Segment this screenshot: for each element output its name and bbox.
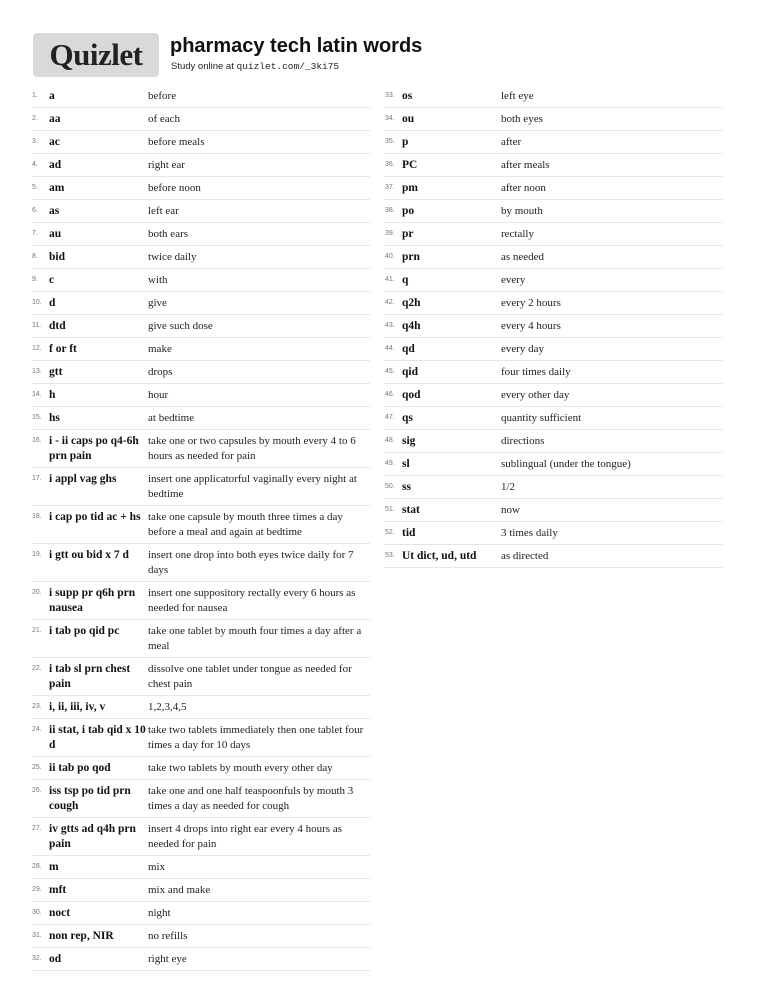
term-number: 49. bbox=[385, 460, 395, 467]
term-number: 4. bbox=[32, 161, 38, 168]
term-definition: quantity sufficient bbox=[501, 412, 582, 424]
term-row bbox=[385, 453, 723, 476]
term-definition: before bbox=[148, 90, 177, 102]
term-word: h bbox=[49, 389, 56, 401]
term-definition: 1,2,3,4,5 bbox=[148, 701, 187, 713]
term-row bbox=[32, 384, 370, 407]
term-row bbox=[385, 499, 723, 522]
term-number: 1. bbox=[32, 92, 38, 99]
term-word: i, ii, iii, iv, v bbox=[49, 701, 106, 713]
term-row bbox=[32, 719, 370, 757]
term-row bbox=[32, 544, 370, 582]
term-row bbox=[385, 430, 723, 453]
term-number: 8. bbox=[32, 253, 38, 260]
term-row bbox=[32, 506, 370, 544]
term-definition: every 2 hours bbox=[501, 297, 561, 309]
term-row bbox=[32, 361, 370, 384]
term-word: ii stat, i tab qid x 10 d bbox=[49, 724, 146, 751]
term-definition: mix bbox=[148, 861, 166, 873]
term-definition: give such dose bbox=[148, 320, 213, 332]
term-word: gtt bbox=[49, 366, 63, 378]
term-number: 30. bbox=[32, 909, 42, 916]
term-definition: take one and one half teaspoonfuls by mouth 3 times a day as needed for cough bbox=[148, 785, 354, 812]
term-word: iv gtts ad q4h prn pain bbox=[49, 823, 136, 850]
term-number: 23. bbox=[32, 703, 42, 710]
term-word: m bbox=[49, 861, 59, 873]
term-definition: make bbox=[148, 343, 172, 355]
term-row bbox=[385, 384, 723, 407]
term-word: os bbox=[402, 90, 413, 102]
term-number: 26. bbox=[32, 787, 42, 794]
term-row bbox=[32, 223, 370, 246]
study-online-text: Study online at bbox=[171, 61, 234, 72]
term-word: hs bbox=[49, 412, 60, 424]
term-definition: with bbox=[148, 274, 168, 286]
term-definition: every day bbox=[501, 343, 545, 355]
term-definition: 3 times daily bbox=[501, 527, 558, 539]
term-definition: dissolve one tablet under tongue as needed for chest pain bbox=[148, 663, 352, 690]
term-number: 34. bbox=[385, 115, 395, 122]
term-word: i - ii caps po q4-6h prn pain bbox=[49, 435, 139, 462]
term-row bbox=[32, 582, 370, 620]
term-row bbox=[385, 246, 723, 269]
term-definition: now bbox=[501, 504, 520, 516]
term-definition: take two tablets immediately then one tablet four times a day for 10 days bbox=[148, 724, 364, 751]
term-row bbox=[385, 476, 723, 499]
term-row bbox=[32, 948, 370, 971]
term-definition: of each bbox=[148, 113, 181, 125]
term-word: stat bbox=[402, 504, 420, 516]
term-row bbox=[32, 902, 370, 925]
term-word: non rep, NIR bbox=[49, 930, 114, 942]
term-number: 27. bbox=[32, 825, 42, 832]
term-definition: right ear bbox=[148, 159, 185, 171]
term-row bbox=[385, 177, 723, 200]
term-number: 52. bbox=[385, 529, 395, 536]
term-definition: take one or two capsules by mouth every 4 to 6 hours as needed for pain bbox=[148, 435, 356, 462]
term-number: 2. bbox=[32, 115, 38, 122]
term-word: i gtt ou bid x 7 d bbox=[49, 549, 129, 561]
term-row bbox=[32, 696, 370, 719]
term-row bbox=[385, 361, 723, 384]
term-row bbox=[32, 85, 370, 108]
term-number: 9. bbox=[32, 276, 38, 283]
term-number: 10. bbox=[32, 299, 42, 306]
term-word: d bbox=[49, 297, 56, 309]
term-word: q4h bbox=[402, 320, 421, 332]
term-definition: left eye bbox=[501, 90, 534, 102]
term-row bbox=[385, 338, 723, 361]
term-word: noct bbox=[49, 907, 71, 919]
term-definition: take two tablets by mouth every other day bbox=[148, 762, 333, 774]
term-row bbox=[32, 407, 370, 430]
term-row bbox=[385, 223, 723, 246]
term-definition: insert one applicatorful vaginally every night at bedtime bbox=[148, 473, 357, 500]
term-number: 14. bbox=[32, 391, 42, 398]
term-definition: hour bbox=[148, 389, 169, 401]
term-number: 50. bbox=[385, 483, 395, 490]
term-definition: take one capsule by mouth three times a day before a meal and again at bedtime bbox=[148, 511, 343, 538]
term-definition: insert one drop into both eyes twice daily for 7 days bbox=[148, 549, 354, 576]
term-word: i supp pr q6h prn nausea bbox=[49, 587, 136, 614]
term-number: 17. bbox=[32, 475, 42, 482]
term-word: PC bbox=[402, 159, 418, 171]
term-word: a bbox=[49, 90, 55, 102]
term-number: 13. bbox=[32, 368, 42, 375]
term-word: c bbox=[49, 274, 55, 286]
term-word: qs bbox=[402, 412, 413, 424]
term-row bbox=[385, 315, 723, 338]
term-number: 47. bbox=[385, 414, 395, 421]
term-row bbox=[32, 620, 370, 658]
page-header bbox=[33, 33, 733, 77]
term-number: 15. bbox=[32, 414, 42, 421]
term-word: i cap po tid ac + hs bbox=[49, 511, 141, 523]
quizlet-logo[interactable]: Quizlet bbox=[33, 33, 159, 77]
term-word: ii tab po qod bbox=[49, 762, 111, 774]
study-url-link[interactable]: quizlet.com/_3ki75 bbox=[236, 61, 340, 72]
term-row bbox=[32, 879, 370, 902]
term-word: tid bbox=[402, 527, 416, 539]
term-number: 18. bbox=[32, 513, 42, 520]
term-number: 24. bbox=[32, 726, 42, 733]
term-number: 22. bbox=[32, 665, 42, 672]
page-title: pharmacy tech latin words bbox=[170, 35, 423, 57]
term-definition: before meals bbox=[148, 136, 205, 148]
term-definition: insert 4 drops into right ear every 4 hours as needed for pain bbox=[148, 823, 342, 850]
term-word: mft bbox=[49, 884, 67, 896]
term-number: 36. bbox=[385, 161, 395, 168]
term-row bbox=[32, 925, 370, 948]
term-word: qd bbox=[402, 343, 415, 355]
term-definition: drops bbox=[148, 366, 173, 378]
term-definition: four times daily bbox=[501, 366, 571, 378]
term-word: qod bbox=[402, 389, 421, 401]
term-row bbox=[32, 269, 370, 292]
term-definition: as needed bbox=[501, 251, 545, 263]
term-word: as bbox=[49, 205, 60, 217]
term-number: 29. bbox=[32, 886, 42, 893]
term-row bbox=[385, 292, 723, 315]
term-word: au bbox=[49, 228, 62, 240]
term-definition: take one tablet by mouth four times a day after a meal bbox=[148, 625, 362, 652]
term-number: 16. bbox=[32, 437, 42, 444]
term-word: ad bbox=[49, 159, 62, 171]
term-word: bid bbox=[49, 251, 65, 263]
term-number: 46. bbox=[385, 391, 395, 398]
term-row bbox=[32, 154, 370, 177]
term-definition: 1/2 bbox=[501, 481, 516, 493]
term-definition: by mouth bbox=[501, 205, 543, 217]
term-row bbox=[385, 269, 723, 292]
term-row bbox=[32, 757, 370, 780]
term-number: 53. bbox=[385, 552, 395, 559]
term-definition: at bedtime bbox=[148, 412, 195, 424]
term-row bbox=[385, 131, 723, 154]
term-number: 45. bbox=[385, 368, 395, 375]
term-definition: no refills bbox=[148, 930, 188, 942]
term-row bbox=[32, 780, 370, 818]
term-number: 33. bbox=[385, 92, 395, 99]
term-definition: mix and make bbox=[148, 884, 211, 896]
term-row bbox=[32, 430, 370, 468]
term-word: p bbox=[402, 136, 409, 148]
term-number: 21. bbox=[32, 627, 42, 634]
term-word: f or ft bbox=[49, 343, 77, 355]
term-word: am bbox=[49, 182, 65, 194]
term-word: q2h bbox=[402, 297, 421, 309]
term-number: 7. bbox=[32, 230, 38, 237]
term-definition: twice daily bbox=[148, 251, 197, 263]
term-word: i tab sl prn chest pain bbox=[49, 663, 131, 690]
term-number: 40. bbox=[385, 253, 395, 260]
term-number: 48. bbox=[385, 437, 395, 444]
term-definition: both ears bbox=[148, 228, 189, 240]
term-definition: give bbox=[148, 297, 167, 309]
term-number: 28. bbox=[32, 863, 42, 870]
term-definition: after bbox=[501, 136, 522, 148]
term-word: q bbox=[402, 274, 409, 286]
term-row bbox=[32, 818, 370, 856]
term-row bbox=[385, 85, 723, 108]
term-row bbox=[32, 658, 370, 696]
term-row bbox=[385, 200, 723, 223]
term-row bbox=[385, 154, 723, 177]
term-row bbox=[32, 292, 370, 315]
term-row bbox=[32, 131, 370, 154]
term-word: ou bbox=[402, 113, 415, 125]
term-number: 41. bbox=[385, 276, 395, 283]
term-word: pr bbox=[402, 228, 414, 240]
term-number: 19. bbox=[32, 551, 42, 558]
term-row bbox=[32, 315, 370, 338]
term-row bbox=[385, 108, 723, 131]
term-row bbox=[385, 407, 723, 430]
term-definition: after meals bbox=[501, 159, 550, 171]
term-number: 44. bbox=[385, 345, 395, 352]
term-number: 38. bbox=[385, 207, 395, 214]
term-definition: night bbox=[148, 907, 171, 919]
term-definition: every bbox=[501, 274, 526, 286]
term-row bbox=[385, 522, 723, 545]
term-word: i tab po qid pc bbox=[49, 625, 120, 637]
term-row bbox=[32, 468, 370, 506]
term-word: qid bbox=[402, 366, 418, 378]
term-number: 6. bbox=[32, 207, 38, 214]
term-number: 37. bbox=[385, 184, 395, 191]
term-definition: every 4 hours bbox=[501, 320, 561, 332]
term-number: 35. bbox=[385, 138, 395, 145]
term-number: 11. bbox=[32, 322, 42, 329]
term-number: 51. bbox=[385, 506, 395, 513]
term-definition: directions bbox=[501, 435, 545, 447]
term-definition: after noon bbox=[501, 182, 546, 194]
term-number: 32. bbox=[32, 955, 42, 962]
term-number: 43. bbox=[385, 322, 395, 329]
term-row bbox=[32, 338, 370, 361]
term-number: 31. bbox=[32, 932, 42, 939]
term-definition: insert one suppository rectally every 6 hours as needed for nausea bbox=[148, 587, 356, 614]
term-word: ss bbox=[402, 481, 411, 493]
terms-column-left bbox=[32, 85, 370, 971]
term-word: sl bbox=[402, 458, 410, 470]
term-word: Ut dict, ud, utd bbox=[402, 550, 477, 562]
term-word: prn bbox=[402, 251, 420, 263]
term-number: 39. bbox=[385, 230, 395, 237]
term-definition: both eyes bbox=[501, 113, 543, 125]
term-definition: as directed bbox=[501, 550, 549, 562]
term-word: dtd bbox=[49, 320, 66, 332]
terms-column-right bbox=[385, 85, 723, 568]
term-definition: rectally bbox=[501, 228, 534, 240]
term-number: 20. bbox=[32, 589, 42, 596]
term-row bbox=[32, 200, 370, 223]
term-word: ac bbox=[49, 136, 60, 148]
term-word: od bbox=[49, 953, 62, 965]
term-number: 3. bbox=[32, 138, 38, 145]
term-word: i appl vag ghs bbox=[49, 473, 117, 485]
term-word: po bbox=[402, 205, 415, 217]
term-word: aa bbox=[49, 113, 61, 125]
study-online-line bbox=[171, 61, 339, 72]
term-number: 25. bbox=[32, 764, 42, 771]
term-number: 5. bbox=[32, 184, 38, 191]
term-row bbox=[32, 246, 370, 269]
term-number: 42. bbox=[385, 299, 395, 306]
term-definition: left ear bbox=[148, 205, 179, 217]
term-definition: sublingual (under the tongue) bbox=[501, 458, 631, 470]
term-word: sig bbox=[402, 435, 416, 447]
term-definition: right eye bbox=[148, 953, 187, 965]
term-number: 12. bbox=[32, 345, 42, 352]
term-row bbox=[32, 856, 370, 879]
term-row bbox=[32, 177, 370, 200]
term-definition: before noon bbox=[148, 182, 201, 194]
term-word: iss tsp po tid prn cough bbox=[49, 785, 131, 812]
term-definition: every other day bbox=[501, 389, 570, 401]
term-row bbox=[385, 545, 723, 568]
term-row bbox=[32, 108, 370, 131]
term-word: pm bbox=[402, 182, 418, 194]
